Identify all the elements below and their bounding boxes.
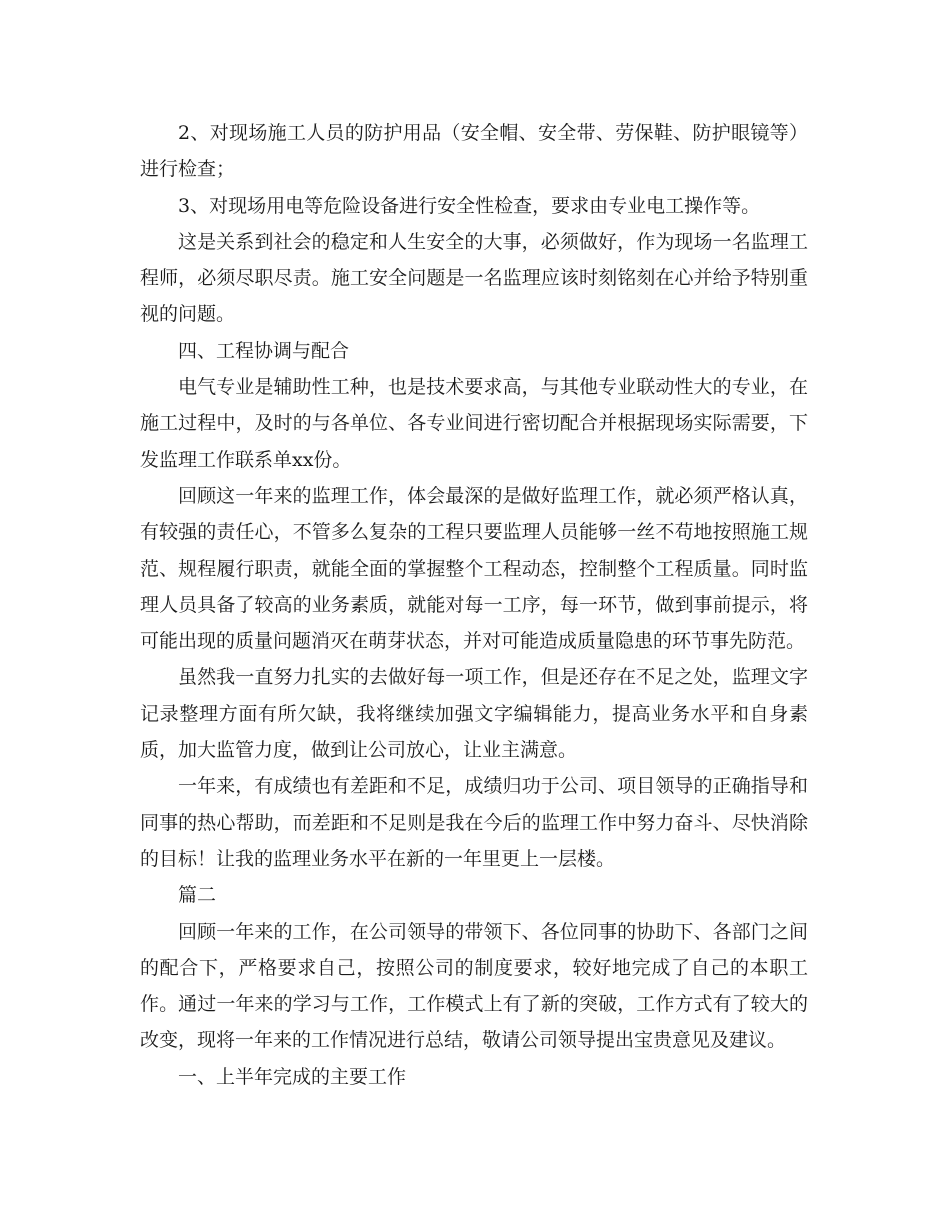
paragraph-safety: 这是关系到社会的稳定和人生安全的大事，必须做好，作为现场一名监理工程师，必须尽职尽责。施工安全问题是一名监理应该时刻铭刻在心并给予特别重视的问题。 xyxy=(140,230,808,326)
paragraph-shortcomings: 虽然我一直努力扎实的去做好每一项工作，但是还存在不足之处，监理文字记录整理方面有所欠缺，我将继续加强文字编辑能力，提高业务水平和自身素质，加大监管力度，做到让公司放心，让业主满意。 xyxy=(140,666,808,762)
section-heading-first-half: 一、上半年完成的主要工作 xyxy=(178,1065,407,1088)
paragraph-year-summary: 一年来，有成绩也有差距和不足，成绩归功于公司、项目领导的正确指导和同事的热心帮助，而差距和不足则是我在今后的监理工作中努力奋斗、尽快消除的目标！让我的监理业务水平在新的一年里更上一层楼。 xyxy=(140,775,808,870)
paragraph-electrical: 电气专业是辅助性工种，也是技术要求高，与其他专业联动性大的专业，在施工过程中，及时的与各单位、各专业间进行密切配合并根据现场实际需要，下发监理工作联系单xx份。 xyxy=(140,376,808,471)
section-heading-coordination: 四、工程协调与配合 xyxy=(178,339,350,362)
paragraph-review: 回顾这一年来的监理工作，体会最深的是做好监理工作，就必须严格认真，有较强的责任心，不管多么复杂的工程只要监理人员能够一丝不苟地按照施工规范、规程履行职责，就能全面的掌握整个工程动态，控制整个工程质量。同时监理人员具备了较高的业务素质，就能对每一工序，每一环节，做到事前提示，将可能出现的质量问题消灭在萌芽状态，并对可能造成质量隐患的环节事先防范。 xyxy=(140,484,808,653)
paragraph-item-2-check: 2、对现场施工人员的防护用品（安全帽、安全带、劳保鞋、防护眼镜等）进行检查； xyxy=(140,122,808,181)
paragraph-item-3-check: 3、对现场用电等危险设备进行安全性检查，要求由专业电工操作等。 xyxy=(178,194,761,217)
paragraph-part-two-intro: 回顾一年来的工作，在公司领导的带领下、各位同事的协助下、各部门之间的配合下，严格要求自己，按照公司的制度要求，较好地完成了自己的本职工作。通过一年来的学习与工作，工作模式上有了新的突破，工作方式有了较大的改变，现将一年来的工作情况进行总结，敬请公司领导提出宝贵意见及建议。 xyxy=(140,920,808,1052)
document-body xyxy=(140,115,808,1095)
section-heading-part-two: 篇二 xyxy=(178,884,217,907)
